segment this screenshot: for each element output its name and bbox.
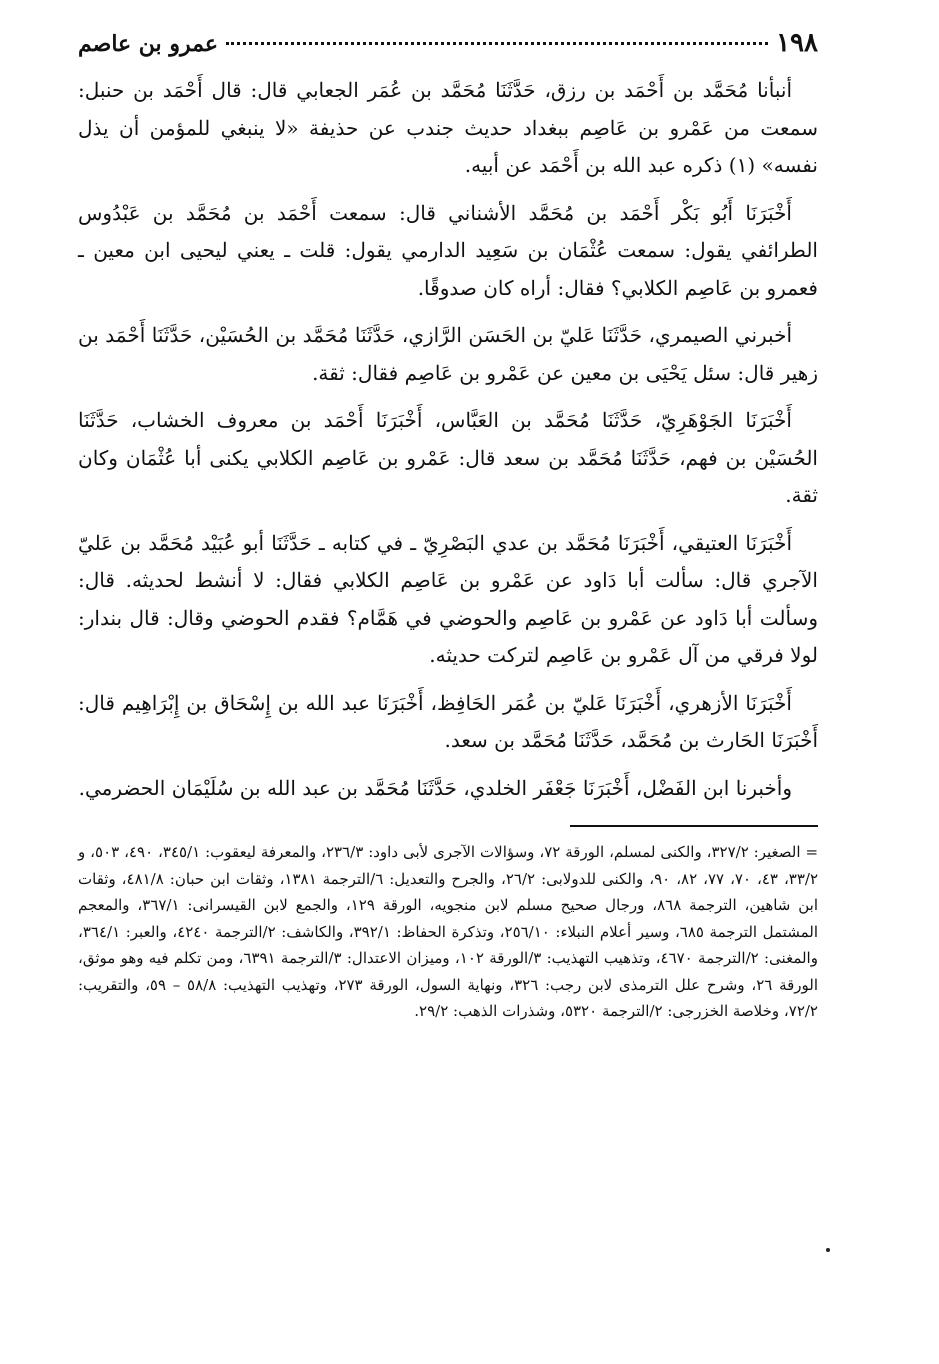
main-text [78, 72, 818, 807]
footnote-text: = الصغير: ٣٢٧/٢، والكنى لمسلم، الورقة ٧٢، وسؤالات الآجرى لأبى داود: ٢٣٦/٣، والمعرفة ليعقوب: ٣٤٥/١، ٤٩٠، ٥٠٣، و ٣٣/٢، ٤٣، ٧٠، ٧٧، ٨٢، ٩٠، والكنى للدولابى: ٢٦/٢، والجرح والتعديل: ٦/الترجمة ١٣٨١، وثقات ابن حبان: ٤٨١/٨، وثقات ابن شاهين، الترجمة ٨٦٨، ورجال صحيح مسلم لابن منجويه، الورقة ١٢٩، والجمع لابن القيسرانى: ٣٦٧/١، والمعجم المشتمل الترجمة ٦٨٥، وسير أعلام النبلاء: ٢٥٦/١٠، وتذكرة الحفاظ: ٣٩٢/١، والكاشف: ٢/الترجمة ٤٢٤٠، والعبر: ٣٦٤/١، والمغنى: ٢/الترجمة ٤٦٧٠، وتذهيب التهذيب: ٣/الورقة ١٠٢، وميزان الاعتدال: ٣/الترجمة ٦٣٩١، ومن تكلم فيه وهو موثق، الورقة ٢٦، وشرح علل الترمذى لابن رجب: ٣٢٦، ونهاية السول، الورقة ٢٧٣، وتهذيب التهذيب: ٥٨/٨ – ٥٩، والتقريب: ٧٢/٢، وخلاصة الخزرجى: ٢/الترجمة ٥٣٢٠، وشذرات الذهب: ٢٩/٢. [78, 843, 819, 1020]
paragraph: أَخْبَرَنَا العتيقي، أَخْبَرَنَا مُحَمَّد بن عدي البَصْرِيّ ـ في كتابه ـ حَدَّثَنَا أبو عُبَيْد مُحَمَّد بن عَليّ الآجري قال: سألت أبا دَاود عن عَمْرو بن عَاصِم الكلابي فقال: لا أنشط لحديثه. قال: وسألت أبا دَاود عن عَمْرو بن عَاصِم والحوضي في هَمَّام؟ فقدم الحوضي وقال: قال بندار: لولا فرقي من آل عَمْرو بن عَاصِم لتركت حديثه. [78, 530, 818, 667]
header-leader-dots [226, 42, 768, 45]
paragraph: أنبأنا مُحَمَّد بن أَحْمَد بن رزق، حَدَّثَنَا مُحَمَّد بن عُمَر الجعابي قال: قال أَحْمَد بن حنبل: سمعت من عَمْرو بن عَاصِم ببغداد حديث جندب عن حذيفة «لا ينبغي للمؤمن أن يذل نفسه» (١) ذكره عبد الله بن أَحْمَد عن أبيه. [78, 78, 818, 177]
margin-dot [826, 1248, 830, 1252]
page-header [78, 28, 818, 72]
page-number: ١٩٨ [776, 28, 818, 58]
running-title: عمرو بن عاصم [78, 31, 218, 57]
footnotes [78, 839, 818, 1025]
paragraph: أَخْبَرَنَا الأزهري، أَخْبَرَنَا عَليّ بن عُمَر الحَافِظ، أَخْبَرَنَا عبد الله بن إِسْحَاق بن إِبْرَاهِيم قال: أَخْبَرَنَا الحَارث بن مُحَمَّد، حَدَّثَنَا مُحَمَّد بن سعد. [78, 690, 818, 752]
paragraph: أخبرني الصيمري، حَدَّثَنَا عَليّ بن الحَسَن الرَّازي، حَدَّثَنَا مُحَمَّد بن الحُسَيْن، حَدَّثَنَا أَحْمَد بن زهير قال: سئل يَحْيَى بن معين عن عَمْرو بن عَاصِم فقال: ثقة. [78, 323, 818, 385]
footnote-separator [570, 825, 818, 827]
book-page [78, 28, 818, 1025]
paragraph: أَخْبَرَنَا أَبُو بَكْر أَحْمَد بن مُحَمَّد الأشناني قال: سمعت أَحْمَد بن مُحَمَّد بن عَبْدُوس الطرائفي يقول: سمعت عُثْمَان بن سَعِيد الدارمي يقول: قلت ـ يعني ليحيى ابن معين ـ فعمرو بن عَاصِم الكلابي؟ فقال: أراه كان صدوقًا. [78, 200, 818, 300]
paragraph: وأخبرنا ابن الفَضْل، أَخْبَرَنَا جَعْفَر الخلدي، حَدَّثَنَا مُحَمَّد بن عبد الله بن سُلَيْمَان الحضرمي. [78, 775, 792, 800]
paragraph: أَخْبَرَنَا الجَوْهَرِيّ، حَدَّثَنَا مُحَمَّد بن العَبَّاس، أَخْبَرَنَا أَحْمَد بن معروف الخشاب، حَدَّثَنَا الحُسَيْن بن فهم، حَدَّثَنَا مُحَمَّد بن سعد قال: عَمْرو بن عَاصِم الكلابي يكنى أبا عُثْمَان وكان ثقة. [78, 408, 818, 507]
